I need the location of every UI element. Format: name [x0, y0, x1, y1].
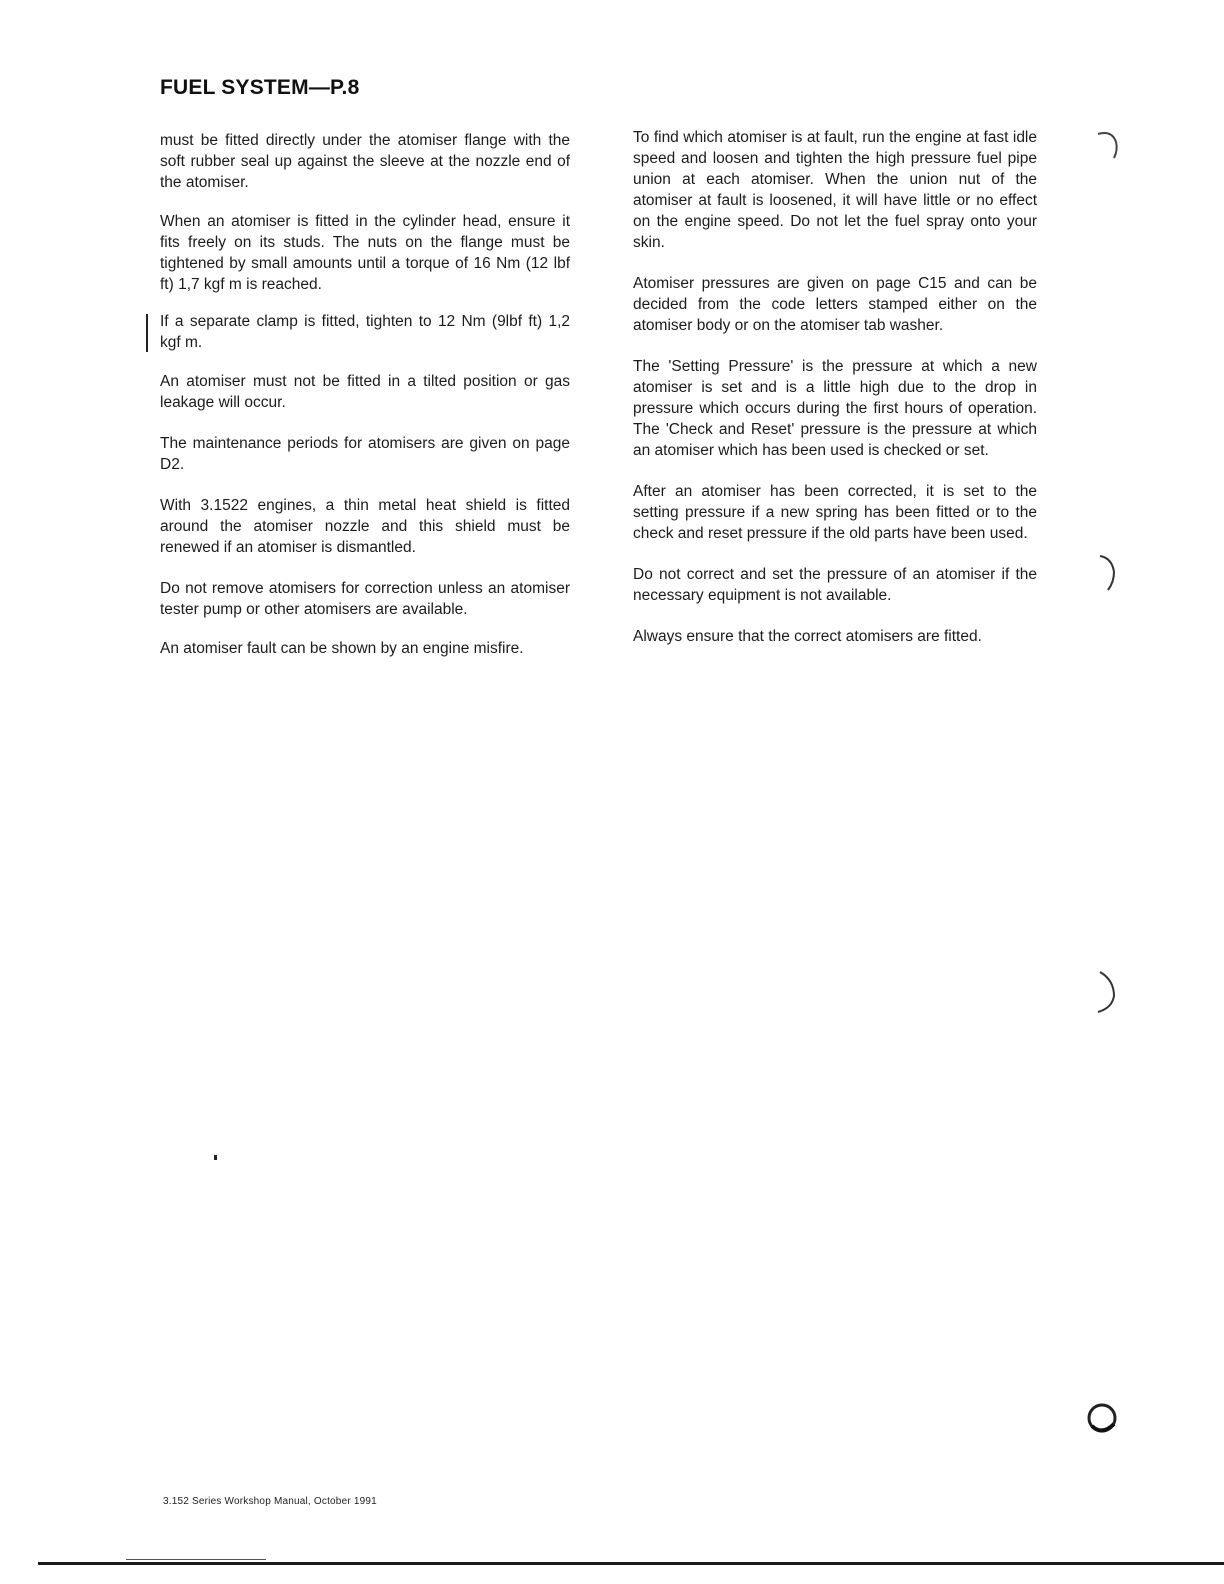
left-paragraph-8: An atomiser fault can be shown by an engine misfire.	[160, 640, 524, 657]
left-paragraph-3: If a separate clamp is fitted, tighten to 12 Nm (9lbf ft) 1,2 kgf m.	[160, 313, 570, 351]
binder-hole-icon	[1094, 968, 1124, 1016]
change-bar	[146, 314, 148, 352]
footer-text: 3.152 Series Workshop Manual, October 1991	[163, 1496, 377, 1507]
page-title: FUEL SYSTEM—P.8	[160, 76, 360, 99]
left-column	[160, 130, 570, 659]
right-column	[633, 127, 1037, 647]
left-paragraph-4: An atomiser must not be fitted in a tilted position or gas leakage will occur.	[160, 373, 570, 411]
right-paragraph-4: After an atomiser has been corrected, it is set to the setting pressure if a new spring has been fitted or to the check and reset pressure if the old parts have been used.	[633, 483, 1037, 542]
right-paragraph-3: The 'Setting Pressure' is the pressure at which a new atomiser is set and is a little high due to the drop in pressure which occurs during the first hours of operation. The 'Check and Reset' pressure is the pressure at which an atomiser which has been used is checked or set.	[633, 358, 1037, 459]
binder-hole-icon	[1094, 128, 1124, 162]
left-paragraph-1: must be fitted directly under the atomiser flange with the soft rubber seal up against the sleeve at the nozzle end of the atomiser.	[160, 132, 570, 191]
left-paragraph-6: With 3.1522 engines, a thin metal heat shield is fitted around the atomiser nozzle and this shield must be renewed if an atomiser is dismantled.	[160, 497, 570, 556]
bottom-rule	[38, 1562, 1224, 1565]
left-paragraph-5: The maintenance periods for atomisers are given on page D2.	[160, 435, 570, 473]
right-paragraph-1: To find which atomiser is at fault, run the engine at fast idle speed and loosen and tighten the high pressure fuel pipe union at each atomiser. When the union nut of the atomiser at fault is loosened, it will have little or no effect on the engine speed. Do not let the fuel spray onto your skin.	[633, 129, 1037, 251]
binder-hole-icon	[1084, 1398, 1124, 1438]
binder-hole-icon	[1094, 548, 1124, 592]
right-paragraph-6: Always ensure that the correct atomisers are fitted.	[633, 628, 982, 645]
right-paragraph-5: Do not correct and set the pressure of an atomiser if the necessary equipment is not available.	[633, 566, 1037, 604]
stray-mark	[214, 1155, 217, 1160]
left-paragraph-2: When an atomiser is fitted in the cylinder head, ensure it fits freely on its studs. The nuts on the flange must be tightened by small amounts until a torque of 16 Nm (12 lbf ft) 1,7 kgf m is reached.	[160, 213, 570, 293]
left-paragraph-7: Do not remove atomisers for correction unless an atomiser tester pump or other atomisers are available.	[160, 580, 570, 618]
right-paragraph-2: Atomiser pressures are given on page C15 and can be decided from the code letters stamped either on the atomiser body or on the atomiser tab washer.	[633, 275, 1037, 334]
bottom-rule-thin	[126, 1559, 266, 1560]
revision-block	[160, 311, 570, 353]
